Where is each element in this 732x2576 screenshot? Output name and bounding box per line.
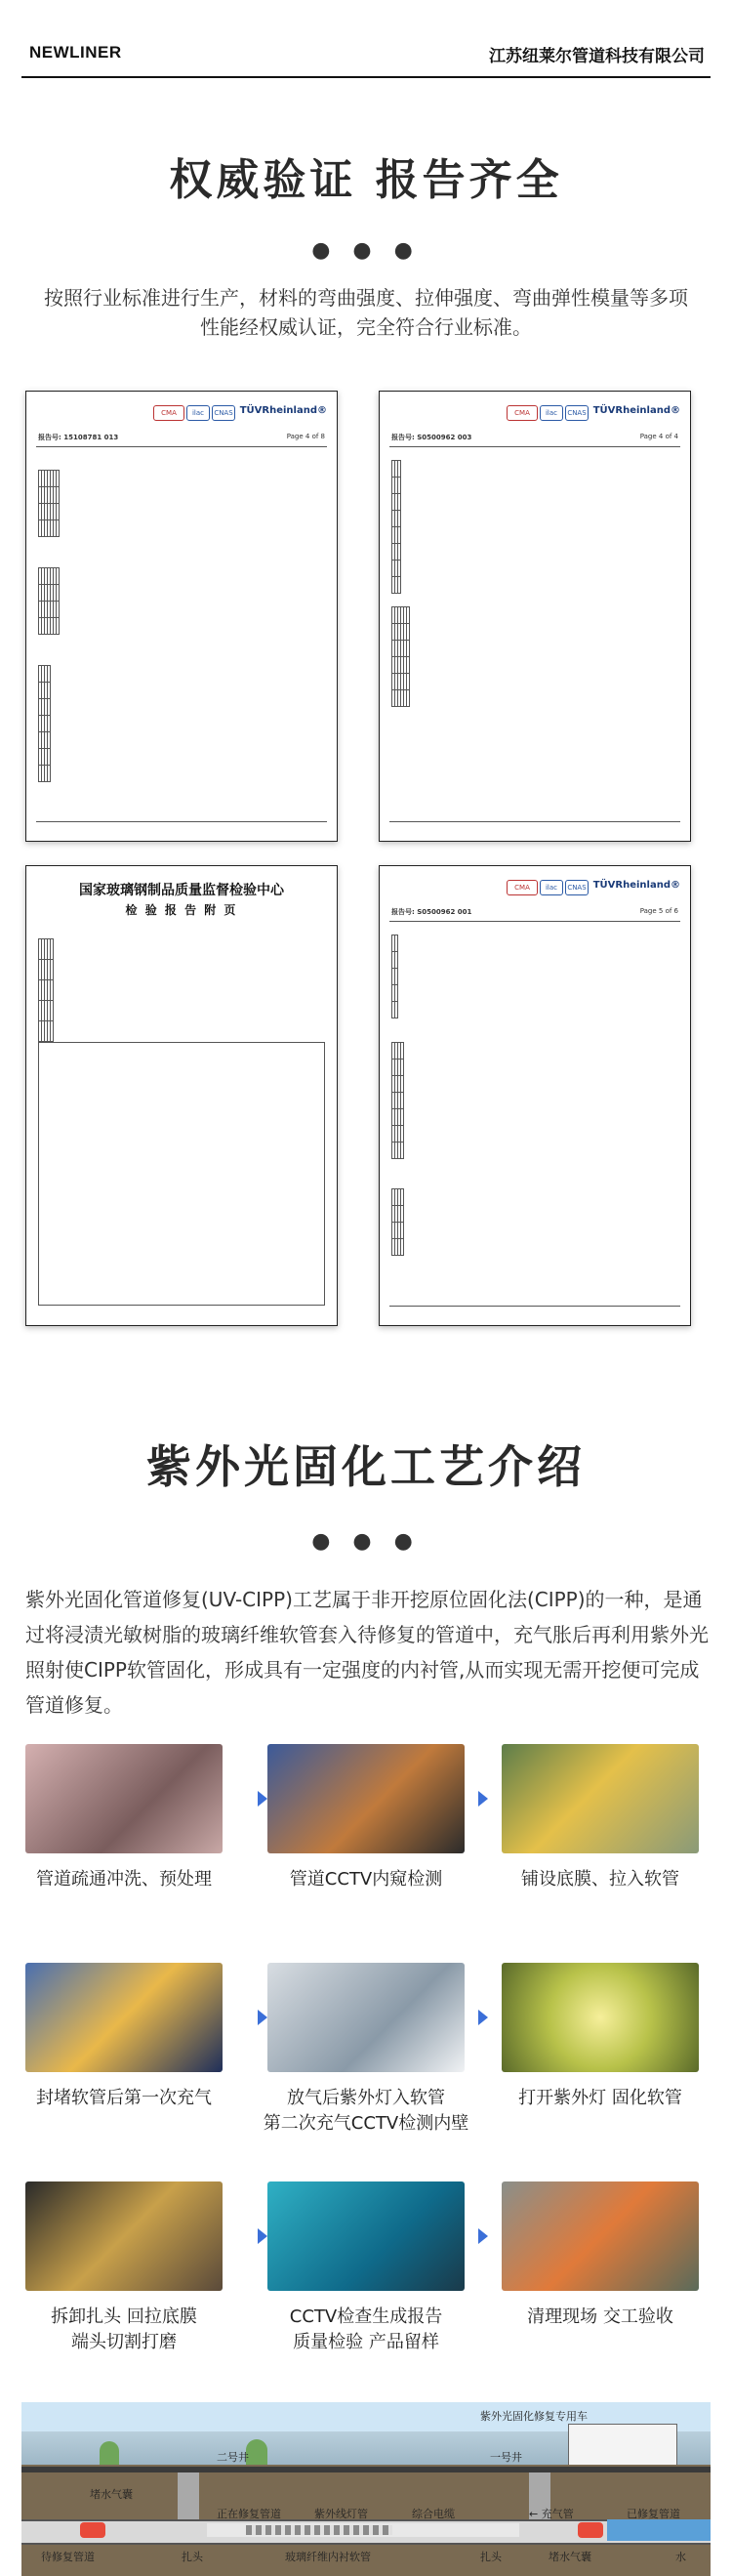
cma-logo: CMA [507, 880, 538, 895]
step-caption-line2: 质量检验 产品留样 [293, 2332, 439, 2352]
test-report-4 [379, 865, 691, 1326]
report-page: Page 5 of 6 [639, 907, 678, 915]
report-table [38, 567, 60, 635]
arrow-right-icon [258, 2228, 267, 2244]
uv-cipp-process-diagram [21, 2402, 711, 2576]
tuv-logo: TÜVRheinland® [592, 880, 680, 891]
cable-label: 综合电缆 [412, 2508, 455, 2520]
report-table [391, 606, 410, 707]
report-table [391, 460, 401, 594]
step-caption: 打开紫外灯 固化软管 [518, 2088, 682, 2108]
step-caption: 封堵软管后第一次充气 [36, 2088, 212, 2108]
well-2-label: 二号井 [217, 2451, 249, 2464]
step-photo-cctv-report [267, 2181, 465, 2291]
section-dots: ● ● ● [311, 238, 421, 263]
report-center-title: 国家玻璃钢制品质量监督检验中心 [79, 883, 284, 898]
water-plug-airbag [578, 2522, 603, 2538]
company-name: 江苏纽莱尔管道科技有限公司 [489, 47, 705, 66]
arrow-right-icon [258, 1791, 267, 1807]
step-photo-first-inflation [25, 1963, 223, 2072]
report-table [38, 938, 54, 1042]
road-surface [21, 2467, 711, 2472]
report-divider [389, 446, 680, 447]
step-caption-line2: 第二次充气CCTV检测内壁 [263, 2113, 469, 2134]
section-title-certification: 权威验证 报告齐全 [169, 155, 563, 205]
report-table [391, 935, 398, 1018]
report-divider [36, 446, 327, 447]
inflate-label: ← 充气管 [529, 2508, 574, 2520]
cma-logo: CMA [507, 405, 538, 421]
step-caption: 放气后紫外灯入软管 [287, 2088, 445, 2108]
report-number: 报告号: S0500962 003 [391, 434, 472, 441]
plug-label: 堵水气囊 [90, 2488, 133, 2501]
step-caption: CCTV检查生成报告 [289, 2306, 443, 2327]
report-footer-line [389, 821, 680, 822]
report-page: Page 4 of 8 [286, 433, 325, 440]
tuv-logo: TÜVRheinland® [592, 405, 680, 416]
report-subtitle: 检 验 报 告 附 页 [125, 903, 238, 917]
report-number: 报告号: S0500962 001 [391, 908, 472, 916]
arrow-right-icon [258, 2010, 267, 2025]
plug-2-label: 堵水气囊 [549, 2551, 591, 2563]
uv-process-description: 紫外光固化管道修复(UV-CIPP)工艺属于非开挖原位固化法(CIPP)的一种，是通过将浸渍光敏树脂的玻璃纤维软管套入待修复的管道中，充气胀后再利用紫外光照射使CIPP软管固化，形成具有一定强度的内衬管,从而实现无需开挖便可完成管道修复。 [25, 1588, 709, 1717]
step-photo-pipe-cleaning [25, 1744, 223, 1853]
clamp-label: 扎头 [480, 2551, 502, 2563]
repairing-label: 正在修复管道 [217, 2508, 281, 2520]
section-dots: ● ● ● [311, 1529, 421, 1554]
tree-icon [100, 2441, 119, 2465]
water-plug-airbag [80, 2522, 105, 2538]
test-report-3 [25, 865, 338, 1326]
step-caption: 拆卸扎头 回拉底膜 [51, 2306, 197, 2327]
report-table [391, 1042, 404, 1159]
uv-lamp-label: 紫外线灯管 [314, 2508, 368, 2520]
report-table [391, 1188, 404, 1256]
report-footer-line [389, 1306, 680, 1307]
step-photo-site-cleanup [502, 2181, 699, 2291]
repaired-pipe-segment [607, 2519, 711, 2541]
report-table [38, 665, 51, 782]
cma-logo: CMA [153, 405, 184, 421]
step-caption-line2: 端头切割打磨 [71, 2332, 177, 2352]
ilac-logo: ilac [540, 880, 563, 895]
test-report-1 [25, 391, 338, 842]
to-repair-label: 待修复管道 [41, 2551, 95, 2563]
cnas-logo: CNAS [565, 405, 589, 421]
arrow-right-icon [478, 2228, 488, 2244]
uv-lamp-train [246, 2525, 392, 2535]
clamp-label: 扎头 [182, 2551, 203, 2563]
certification-intro: 按照行业标准进行生产，材料的弯曲强度、拉伸强度、弯曲弹性模量等多项性能经权威认证，完全符合行业标准。 [44, 286, 688, 339]
arrow-right-icon [478, 2010, 488, 2025]
tuv-logo: TÜVRheinland® [239, 405, 327, 416]
section-title-uv-process: 紫外光固化工艺介绍 [146, 1440, 586, 1493]
repaired-label: 已修复管道 [627, 2508, 680, 2520]
test-report-2 [379, 391, 691, 842]
report-number: 报告号: 15108781 013 [38, 434, 119, 441]
step-photo-cctv [267, 1744, 465, 1853]
report-divider [389, 921, 680, 922]
report-blank-area [38, 1042, 325, 1306]
report-page: Page 4 of 4 [639, 433, 678, 440]
tree-icon [246, 2439, 267, 2465]
arrow-right-icon [478, 1791, 488, 1807]
page-header [0, 0, 732, 107]
cnas-logo: CNAS [565, 880, 589, 895]
vehicle-label: 紫外光固化修复专用车 [480, 2410, 588, 2423]
cnas-logo: CNAS [212, 405, 235, 421]
step-caption: 清理现场 交工验收 [527, 2306, 673, 2327]
well-1-label: 一号井 [490, 2451, 522, 2464]
step-caption: 铺设底膜、拉入软管 [521, 1869, 679, 1890]
step-caption: 管道疏通冲洗、预处理 [36, 1869, 212, 1890]
ilac-logo: ilac [540, 405, 563, 421]
uv-repair-truck [568, 2424, 677, 2467]
water-label: 水 [675, 2551, 686, 2563]
step-photo-end-cutting [25, 2181, 223, 2291]
ilac-logo: ilac [186, 405, 210, 421]
step-photo-liner-pulling [502, 1744, 699, 1853]
header-divider [21, 76, 711, 78]
brand-logo: NEWLINER [29, 43, 122, 62]
step-photo-uv-curing [502, 1963, 699, 2072]
report-table [38, 470, 60, 537]
step-photo-uv-lamp-insert [267, 1963, 465, 2072]
step-caption: 管道CCTV内窥检测 [289, 1869, 443, 1890]
liner-label: 玻璃纤维内衬软管 [285, 2551, 371, 2563]
report-footer-line [36, 821, 327, 822]
